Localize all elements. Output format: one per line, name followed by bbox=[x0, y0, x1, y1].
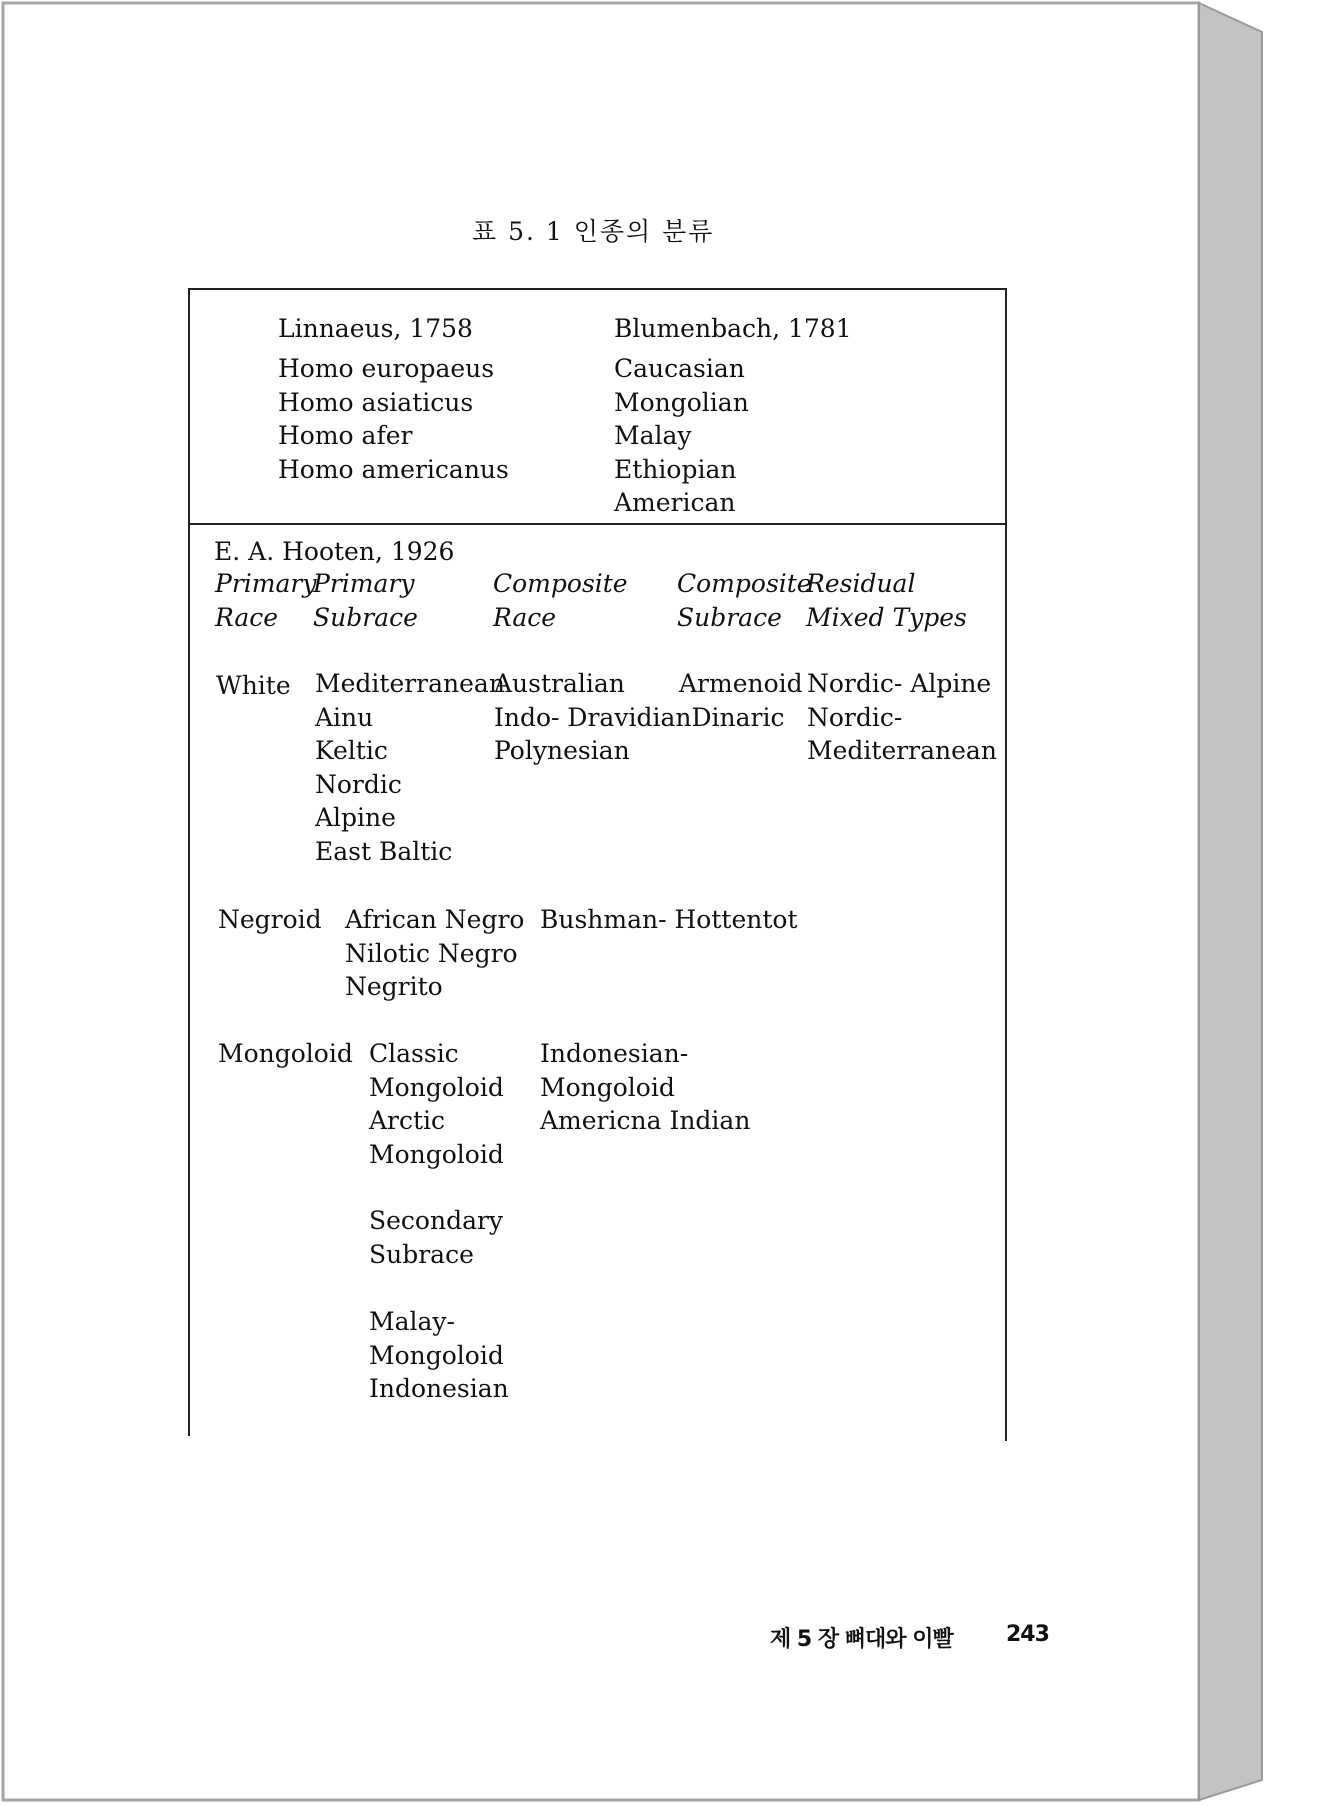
list-item: Nilotic Negro bbox=[345, 938, 518, 968]
list-item: Classic bbox=[369, 1039, 459, 1068]
column-header-primary-subrace bbox=[313, 567, 418, 634]
list-item: African Negro bbox=[345, 905, 525, 934]
list-item: Keltic bbox=[315, 736, 388, 765]
list-item: Mongoloid bbox=[540, 1072, 675, 1102]
column-header-composite-race bbox=[493, 567, 628, 634]
list-item: Australian bbox=[494, 669, 625, 698]
linnaeus-heading: Linnaeus, 1758 bbox=[278, 314, 473, 343]
list-item: Mediterranean bbox=[807, 736, 997, 765]
list-item: Homo europaeus bbox=[278, 354, 495, 383]
list-item: Nordic- Alpine bbox=[807, 669, 992, 698]
list-item: Indo- DravidianDinaric bbox=[494, 702, 785, 732]
column-header-primary-race bbox=[215, 567, 316, 634]
white-residual bbox=[807, 667, 997, 768]
column-header-line: Subrace bbox=[313, 602, 418, 632]
race-mongoloid: Mongoloid bbox=[218, 1039, 353, 1068]
column-header-composite-subrace bbox=[677, 567, 812, 634]
mongoloid-secondary-items bbox=[369, 1305, 509, 1406]
hooten-heading: E. A. Hooten, 1926 bbox=[214, 537, 455, 566]
column-header-line: Race bbox=[493, 602, 557, 632]
list-item: Nordic bbox=[315, 769, 402, 799]
list-item: Armenoid bbox=[679, 669, 803, 698]
white-composite-subrace bbox=[679, 667, 803, 701]
blumenbach-list bbox=[614, 352, 749, 520]
list-item: Subrace bbox=[369, 1239, 474, 1269]
running-footer-chapter: 제 5 장 뼈대와 이빨 bbox=[770, 1627, 953, 1652]
list-item: Homo afer bbox=[278, 421, 413, 450]
column-header-line: Subrace bbox=[677, 602, 782, 632]
negroid-subraces bbox=[345, 903, 524, 1004]
list-item: Mongoloid bbox=[369, 1139, 504, 1169]
mongoloid-subraces bbox=[369, 1037, 504, 1171]
list-item: Mongoloid bbox=[369, 1340, 504, 1370]
column-header-line: Composite bbox=[493, 569, 628, 598]
table-right-rule bbox=[1005, 288, 1007, 1441]
list-item: Homo asiaticus bbox=[278, 387, 474, 417]
list-item: Indonesian- bbox=[540, 1039, 689, 1068]
list-item: Americna Indian bbox=[540, 1106, 751, 1135]
list-item: Arctic bbox=[369, 1106, 446, 1135]
white-subraces bbox=[315, 667, 505, 868]
table-top-rule bbox=[188, 288, 1007, 290]
list-item: Ethiopian bbox=[614, 454, 737, 484]
page-number: 243 bbox=[1006, 1622, 1049, 1647]
list-item: Malay- bbox=[369, 1307, 455, 1336]
list-item: East Baltic bbox=[315, 836, 453, 866]
column-header-line: Mixed Types bbox=[806, 602, 967, 632]
table-left-rule bbox=[188, 288, 190, 1436]
table-divider-rule bbox=[188, 523, 1007, 525]
list-item: Bushman- Hottentot bbox=[540, 905, 798, 934]
list-item: American bbox=[614, 488, 736, 517]
list-item: Nordic- bbox=[807, 702, 903, 732]
column-header-line: Primary bbox=[215, 569, 317, 598]
negroid-composite-race bbox=[540, 903, 798, 937]
race-negroid: Negroid bbox=[218, 905, 322, 934]
column-header-line: Composite bbox=[677, 569, 812, 598]
blumenbach-heading: Blumenbach, 1781 bbox=[614, 314, 852, 343]
list-item: Mongolian bbox=[614, 387, 749, 417]
race-white: White bbox=[216, 671, 291, 700]
list-item: Caucasian bbox=[614, 354, 745, 383]
column-header-line: Residual bbox=[806, 569, 916, 598]
column-header-residual bbox=[806, 567, 967, 634]
list-item: Mediterranean bbox=[315, 669, 505, 698]
list-item: Secondary bbox=[369, 1206, 504, 1235]
column-header-line: Primary bbox=[313, 569, 415, 598]
list-item: Alpine bbox=[315, 803, 396, 832]
mongoloid-secondary-heading bbox=[369, 1204, 503, 1271]
list-item: Polynesian bbox=[494, 736, 630, 765]
column-header-line: Race bbox=[215, 602, 279, 632]
linnaeus-list bbox=[278, 352, 509, 486]
list-item: Malay bbox=[614, 421, 692, 450]
list-item: Indonesian bbox=[369, 1374, 509, 1403]
mongoloid-composite-race bbox=[540, 1037, 750, 1138]
list-item: Homo americanus bbox=[278, 454, 509, 484]
list-item: Mongoloid bbox=[369, 1072, 504, 1102]
list-item: Ainu bbox=[315, 702, 374, 732]
table-caption: 표 5. 1 인종의 분류 bbox=[472, 217, 715, 246]
list-item: Negrito bbox=[345, 972, 443, 1001]
